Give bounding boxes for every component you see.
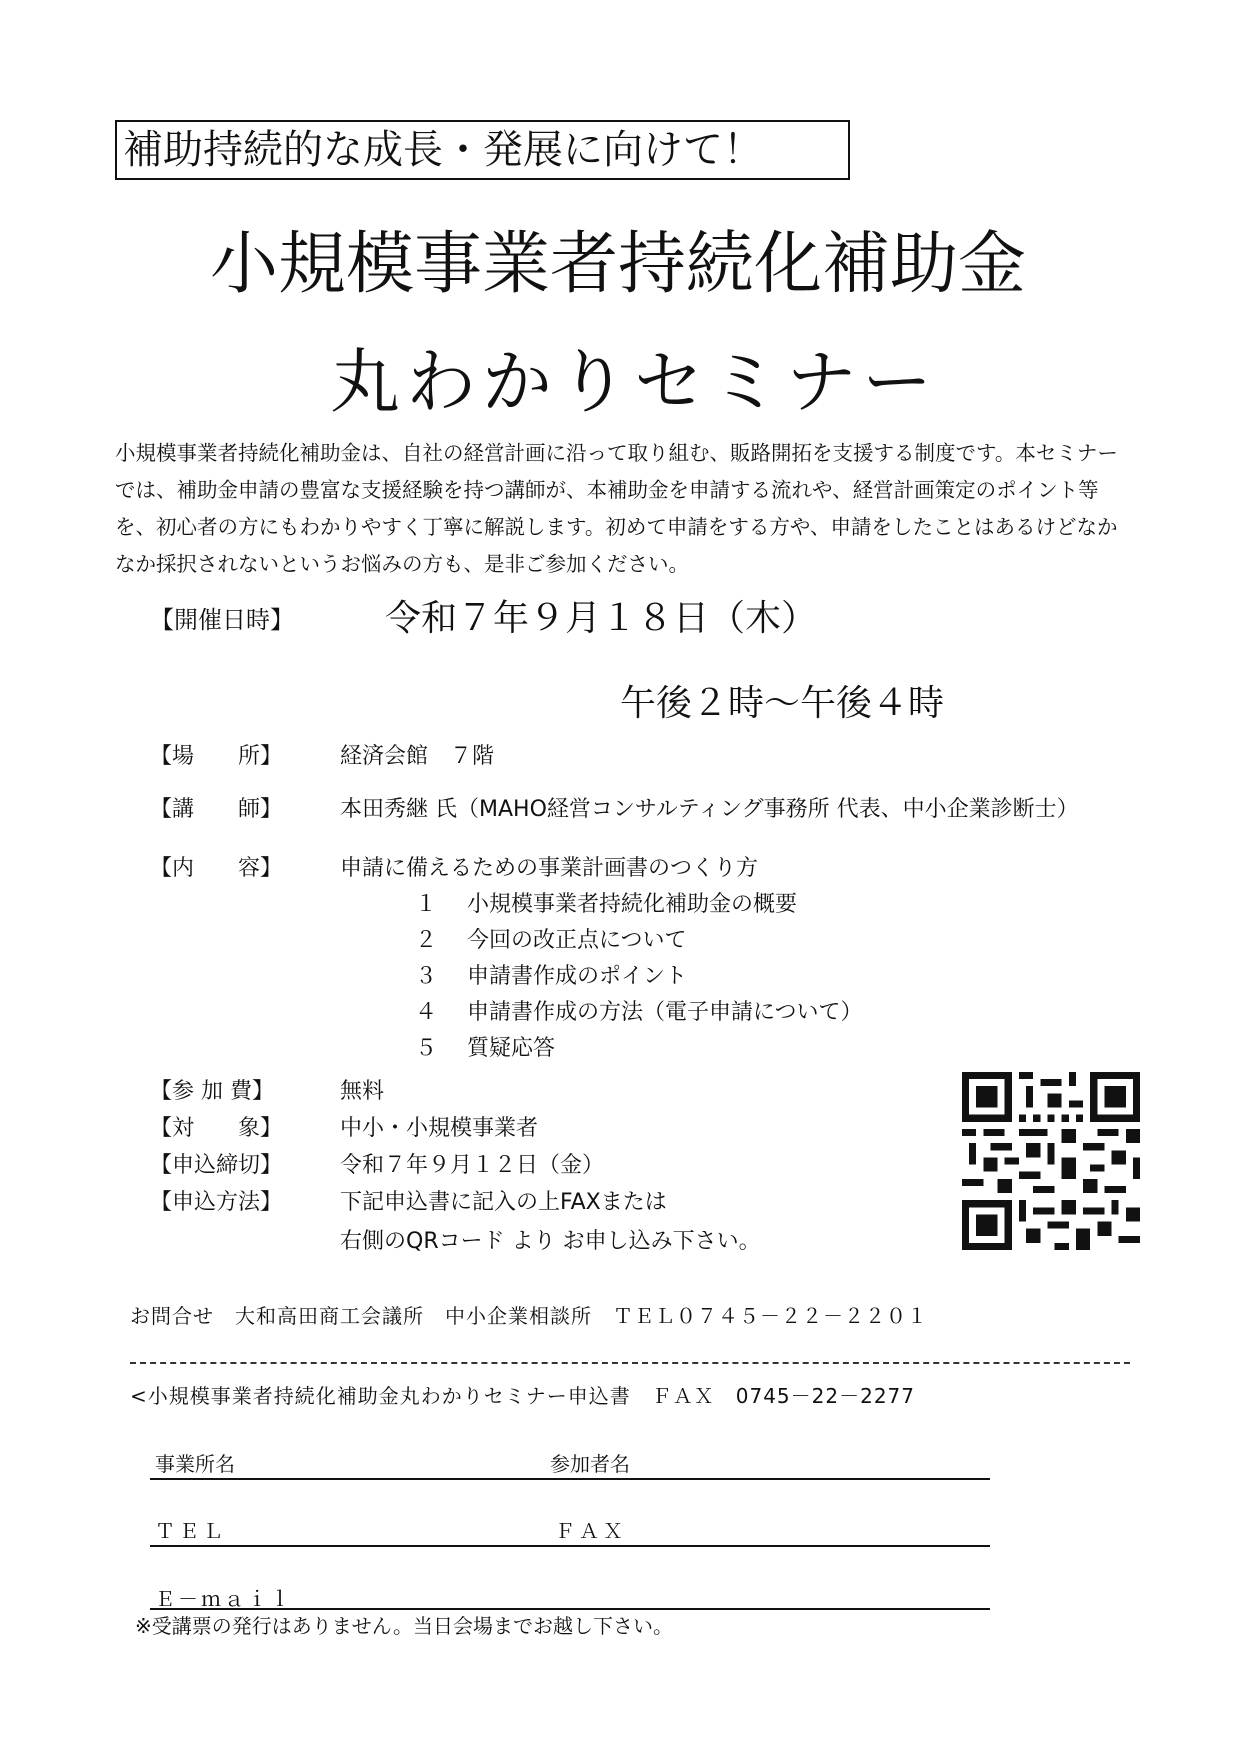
method-value-2: 右側のQRコード より お申し込み下さい。 xyxy=(340,1229,761,1254)
qr-code-icon[interactable] xyxy=(962,1072,1140,1250)
content-row xyxy=(150,852,758,886)
venue-label: 【場 所】 xyxy=(150,744,283,769)
business-participant-field[interactable] xyxy=(150,1478,990,1480)
participant-label: 参加者名 xyxy=(550,1452,630,1476)
method-value-1: 下記申込書に記入の上FAXまたは xyxy=(340,1190,667,1215)
venue-row xyxy=(150,740,494,774)
cut-line xyxy=(130,1362,1130,1364)
method-label: 【申込方法】 xyxy=(150,1190,283,1215)
content-value: 申請に備えるための事業計画書のつくり方 xyxy=(340,856,759,881)
form-title: <小規模事業者持続化補助金丸わかりセミナー申込書 ＦＡＸ 0745－22－2277 xyxy=(130,1384,916,1408)
fee-row xyxy=(150,1075,384,1109)
email-label: Ｅ－ｍａｉｌ xyxy=(155,1587,293,1611)
lecturer-row xyxy=(150,793,1079,827)
method-row xyxy=(150,1186,667,1220)
schedule-date: 令和７年９月１８日（木） xyxy=(385,598,818,639)
item-number: ２ xyxy=(415,928,438,953)
inquiry-line: お問合せ 大和高田商工会議所 中小企業相談所 ＴＥＬ０７４５－２２－２２０１ xyxy=(130,1304,928,1328)
fax-label: ＦＡＸ xyxy=(555,1519,627,1543)
page-title: 小規模事業者持続化補助金 xyxy=(210,225,1027,304)
item-number: １ xyxy=(415,892,438,917)
item-text: 質疑応答 xyxy=(467,1036,556,1061)
schedule-label: 【開催日時】 xyxy=(150,606,294,634)
target-row xyxy=(150,1112,538,1146)
method-row-2 xyxy=(340,1225,761,1259)
fee-value: 無料 xyxy=(340,1079,385,1104)
footnote: ※受講票の発行はありません。当日会場までお越し下さい。 xyxy=(135,1614,673,1638)
content-item xyxy=(415,996,863,1030)
deadline-row xyxy=(150,1149,604,1183)
content-item xyxy=(415,1032,555,1066)
item-number: ３ xyxy=(415,964,438,989)
tel-fax-field[interactable] xyxy=(150,1545,990,1547)
item-text: 今回の改正点について xyxy=(467,928,687,953)
target-value: 中小・小規模事業者 xyxy=(340,1116,539,1141)
content-item xyxy=(415,924,687,958)
lecturer-value: 本田秀継 氏（MAHO経営コンサルティング事務所 代表、中小企業診断士） xyxy=(340,797,1079,822)
item-text: 申請書作成の方法（電子申請について） xyxy=(467,1000,863,1025)
schedule-time: 午後２時～午後４時 xyxy=(620,683,945,724)
item-number: ５ xyxy=(415,1036,438,1061)
lecturer-label: 【講 師】 xyxy=(150,797,283,822)
item-number: ４ xyxy=(415,1000,438,1025)
page-subtitle: 丸わかりセミナー xyxy=(330,341,938,423)
business-name-label: 事業所名 xyxy=(155,1452,235,1476)
content-label: 【内 容】 xyxy=(150,856,283,881)
target-label: 【対 象】 xyxy=(150,1116,283,1141)
deadline-label: 【申込締切】 xyxy=(150,1153,283,1178)
deadline-value: 令和７年９月１２日（金） xyxy=(340,1153,605,1178)
venue-value: 経済会館 ７階 xyxy=(340,744,495,769)
content-item xyxy=(415,960,687,994)
fee-label: 【参 加 費】 xyxy=(150,1079,274,1104)
item-text: 申請書作成のポイント xyxy=(467,964,688,989)
item-text: 小規模事業者持続化補助金の概要 xyxy=(467,892,798,917)
content-item xyxy=(415,888,797,922)
tel-label: ＴＥＬ xyxy=(155,1519,227,1543)
tagline-box: 補助持続的な成長・発展に向けて！ xyxy=(115,120,850,180)
intro-paragraph: 小規模事業者持続化補助金は、自社の経営計画に沿って取り組む、販路開拓を支援する制度です。本セミナーでは、補助金申請の豊富な支援経験を持つ講師が、本補助金を申請する流れや、経営計画策定のポイント等を、初心者の方にもわかりやすく丁寧に解説します。初めて申請をする方や、申請をしたことはあるけどなかなか採択されないというお悩みの方も、是非ご参加ください。 xyxy=(115,441,1118,576)
